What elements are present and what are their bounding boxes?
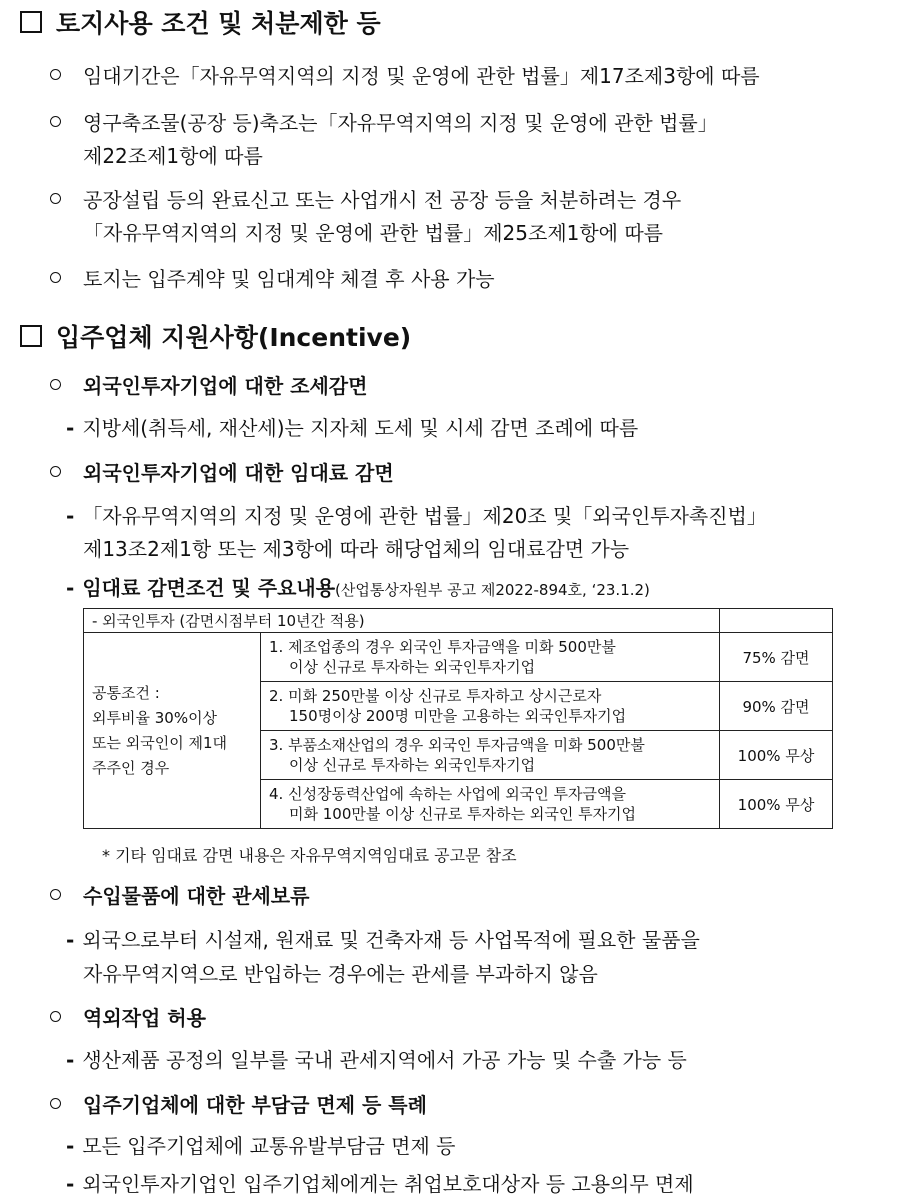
- detail-text: 생산제품 공정의 일부를 국내 관세지역에서 가공 가능 및 수출 가능 등: [82, 1048, 687, 1072]
- heading-text: 입주기업체에 대한 부담금 면제 등 특례: [83, 1093, 427, 1117]
- rent-detail-cont: 제13조2제1항 또는 제3항에 따라 해당업체의 임대료감면 가능: [83, 537, 630, 561]
- table-rate-cell: 75% 감면: [720, 633, 833, 682]
- detail-text: 지방세(취득세, 재산세)는 지자체 도세 및 시세 감면 조례에 따름: [82, 416, 639, 440]
- table-item-cell: [261, 633, 720, 682]
- table-header-row: [84, 609, 833, 633]
- table-row: [84, 633, 833, 682]
- heading-text: 수입물품에 대한 관세보류: [83, 884, 310, 908]
- table-rate-cell: 100% 무상: [720, 731, 833, 780]
- table-item-cell: [261, 731, 720, 780]
- detail-text: 모든 입주기업체에 교통유발부담금 면제 등: [82, 1134, 456, 1158]
- rent-heading: [50, 457, 394, 486]
- detail-text: 외국인투자기업인 입주기업체에게는 취업보호대상자 등 고용의무 면제: [82, 1172, 694, 1196]
- bullet-circle-icon: [50, 1011, 61, 1022]
- item-line: 3. 부품소재산업의 경우 외국인 투자금액을 미화 500만불: [269, 736, 645, 754]
- dash-bullet: -: [66, 1134, 75, 1158]
- bullet-circle-icon: [50, 379, 61, 390]
- table-header-empty-cell: [720, 609, 833, 633]
- item-line: 2. 미화 250만불 이상 신규로 투자하고 상시근로자: [269, 687, 602, 705]
- section-1-item-3: [50, 184, 681, 213]
- table-header-cell: - 외국인투자 (감면시점부터 10년간 적용): [84, 609, 720, 633]
- item-line: 이상 신규로 투자하는 외국인투자기업: [289, 756, 536, 774]
- exemption-detail-1: [66, 1130, 456, 1159]
- section-1-title: 토지사용 조건 및 처분제한 등: [56, 9, 381, 38]
- conditions-source: (산업통상자원부 공고 제2022-894호, ‘23.1.2): [335, 581, 650, 599]
- bullet-circle-icon: [50, 272, 61, 283]
- table-rate-cell: 90% 감면: [720, 682, 833, 731]
- section-1-item-2: [50, 107, 718, 136]
- checkbox-square-icon: [20, 325, 42, 347]
- table-item-cell: [261, 780, 720, 829]
- rent-note: * 기타 임대료 감면 내용은 자유무역지역임대료 공고문 참조: [102, 846, 517, 865]
- condition-line: 또는 외국인이 제1대: [92, 733, 228, 752]
- customs-detail-cont: 자유무역지역으로 반입하는 경우에는 관세를 부과하지 않음: [83, 962, 598, 986]
- customs-heading: [50, 880, 309, 909]
- condition-line: 공통조건 :: [92, 683, 160, 702]
- table-rate-cell: 100% 무상: [720, 780, 833, 829]
- common-condition-cell: [84, 633, 261, 829]
- section-2-heading: [20, 318, 411, 354]
- conditions-label: 임대료 감면조건 및 주요내용: [82, 576, 336, 600]
- rent-conditions: [66, 572, 650, 601]
- rent-reduction-table: [83, 608, 833, 829]
- tax-detail: [66, 412, 638, 441]
- heading-text: 외국인투자기업에 대한 임대료 감면: [83, 461, 394, 485]
- bullet-circle-icon: [50, 1098, 61, 1109]
- item-line: 4. 신성장동력산업에 속하는 사업에 외국인 투자금액을: [269, 785, 626, 803]
- condition-line: 외투비율 30%이상: [92, 708, 218, 727]
- section-2-title: 입주업체 지원사항(Incentive): [56, 323, 412, 352]
- outside-work-heading: [50, 1002, 206, 1031]
- item-line: 1. 제조업종의 경우 외국인 투자금액을 미화 500만불: [269, 638, 616, 656]
- item-line: 미화 100만불 이상 신규로 투자하는 외국인 투자기업: [289, 805, 637, 823]
- item-text: 영구축조물(공장 등)축조는「자유무역지역의 지정 및 운영에 관한 법률」: [83, 111, 718, 135]
- item-text: 토지는 입주계약 및 임대계약 체결 후 사용 가능: [83, 267, 495, 291]
- tax-heading: [50, 370, 367, 399]
- detail-text: 「자유무역지역의 지정 및 운영에 관한 법률」제20조 및「외국인투자촉진법」: [82, 504, 767, 528]
- heading-text: 외국인투자기업에 대한 조세감면: [83, 374, 368, 398]
- rent-detail: [66, 500, 767, 529]
- dash-bullet: -: [66, 928, 75, 952]
- section-1-item-4: [50, 263, 495, 292]
- customs-detail: [66, 924, 700, 953]
- table-item-cell: [261, 682, 720, 731]
- section-1-heading: [20, 4, 381, 40]
- item-line: 이상 신규로 투자하는 외국인투자기업: [289, 658, 536, 676]
- outside-work-detail: [66, 1044, 687, 1073]
- bullet-circle-icon: [50, 889, 61, 900]
- bullet-circle-icon: [50, 116, 61, 127]
- condition-line: 주주인 경우: [92, 758, 170, 777]
- item-text: 공장설립 등의 완료신고 또는 사업개시 전 공장 등을 처분하려는 경우: [83, 188, 682, 212]
- section-1-item-1: [50, 60, 760, 89]
- section-1-item-3-cont: 「자유무역지역의 지정 및 운영에 관한 법률」제25조제1항에 따름: [83, 221, 663, 245]
- dash-bullet: -: [66, 416, 75, 440]
- checkbox-square-icon: [20, 11, 42, 33]
- bullet-circle-icon: [50, 466, 61, 477]
- bullet-circle-icon: [50, 69, 61, 80]
- item-text: 임대기간은「자유무역지역의 지정 및 운영에 관한 법률」제17조제3항에 따름: [83, 64, 760, 88]
- section-1-item-2-cont: 제22조제1항에 따름: [83, 144, 263, 168]
- dash-bullet: -: [66, 576, 75, 600]
- bullet-circle-icon: [50, 193, 61, 204]
- heading-text: 역외작업 허용: [83, 1006, 206, 1030]
- detail-text: 외국으로부터 시설재, 원재료 및 건축자재 등 사업목적에 필요한 물품을: [82, 928, 700, 952]
- dash-bullet: -: [66, 1048, 75, 1072]
- dash-bullet: -: [66, 1172, 75, 1196]
- item-line: 150명이상 200명 미만을 고용하는 외국인투자기업: [289, 707, 627, 725]
- exemption-detail-2: [66, 1168, 694, 1197]
- dash-bullet: -: [66, 504, 75, 528]
- exemption-heading: [50, 1089, 427, 1118]
